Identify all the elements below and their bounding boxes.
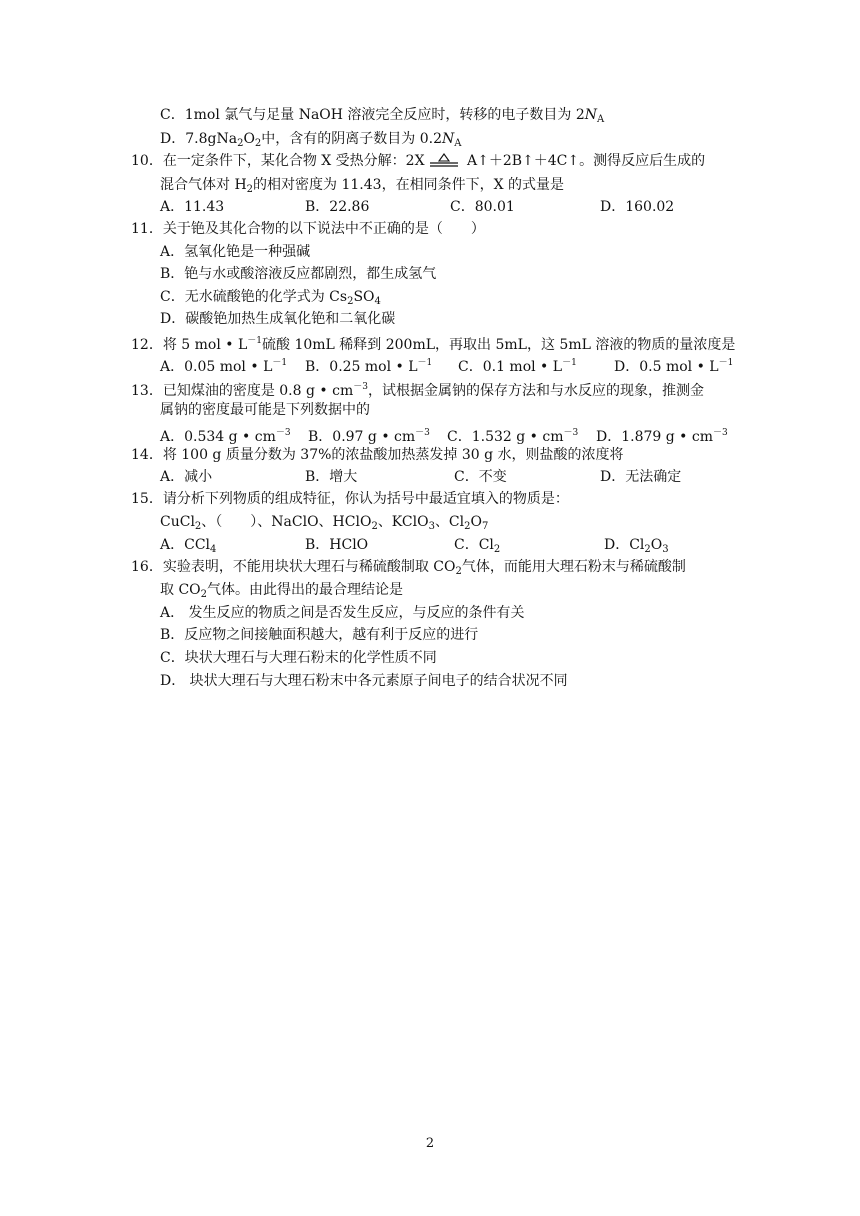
q11-c-text: C．无水硫酸铯的化学式为 Cs [160, 289, 348, 305]
q10-option-c: C．80.01 [450, 199, 515, 215]
q15-seq-part: 、（ ）、NaClO、HClO [201, 514, 372, 530]
q16-text: 取 CO [160, 582, 201, 598]
q13-option-a [160, 424, 291, 446]
q10-option-b: B．22.86 [305, 199, 370, 215]
q12-text: 硫酸 10mL 稀释到 200mL，再取出 5mL，这 5mL 溶液的物质的量浓度是 [262, 337, 736, 353]
avogadro-subscript: A [454, 138, 462, 149]
q15-seq-part: O [470, 514, 482, 530]
q14-option-d: D．无法确定 [600, 469, 682, 485]
q12-text: 12．将 5 mol • L [131, 337, 248, 353]
q12-option-d [614, 354, 733, 376]
subscript: 2 [237, 138, 244, 149]
q12-option-a [160, 354, 287, 376]
q9-option-d [160, 130, 462, 153]
heat-equals-icon [427, 152, 461, 170]
q15-seq-part: 、KClO [377, 514, 429, 530]
q11-c-text: SO [353, 289, 375, 305]
subscript: 7 [482, 521, 489, 532]
superscript: －1 [247, 336, 262, 346]
q11-option-c [160, 288, 381, 311]
q10-text: 的相对密度为 11.43，在相同条件下，X 的式量是 [253, 177, 564, 193]
subscript: 2 [455, 566, 462, 577]
q13-option-d [596, 424, 728, 446]
avogadro-symbol: N [584, 107, 598, 123]
q12-stem [131, 332, 735, 354]
q16-option-b: B．反应物之间接触面积越大，越有利于反应的进行 [160, 627, 479, 643]
superscript: －1 [272, 358, 288, 368]
subscript: 2 [200, 589, 208, 600]
q15-a-text: A．CCl [160, 537, 211, 553]
q12-b-text: B．0.25 mol • L [305, 359, 418, 375]
q14-option-a: A．减小 [160, 469, 213, 485]
q14-option-b: B．增大 [305, 469, 358, 485]
q12-c-text: C．0.1 mol • L [458, 359, 563, 375]
q10-text: A↑＋2B↑＋4C↑。测得反应后生成的 [462, 153, 706, 169]
avogadro-symbol: N [442, 131, 455, 147]
avogadro-subscript: A [597, 114, 605, 125]
q13-stem-line1 [131, 378, 704, 400]
q15-d-text: O [650, 537, 663, 553]
q15-stem: 15．请分析下列物质的组成特征，你认为括号中最适宜填入的物质是： [131, 491, 569, 507]
q15-option-b: B．HClO [305, 537, 369, 553]
q13-option-c [447, 424, 578, 446]
subscript: 2 [493, 544, 501, 555]
subscript: 2 [464, 521, 471, 532]
q12-option-c [458, 354, 577, 376]
q13-c-text: C．1.532 g • cm [447, 429, 564, 445]
q13-text: ，试根据金属钠的保存方法和与水反应的现象，推测金 [367, 383, 704, 399]
q14-stem: 14．将 100 g 质量分数为 37%的浓盐酸加热蒸发掉 30 g 水，则盐酸的浓度将 [131, 447, 624, 463]
q13-stem-line2: 属钠的密度最可能是下列数据中的 [160, 402, 370, 418]
q15-d-text: D．Cl [604, 537, 645, 553]
q15-option-d [604, 536, 669, 559]
superscript: －1 [417, 358, 433, 368]
subscript: 3 [662, 544, 669, 555]
q15-option-c [454, 536, 500, 559]
q10-stem-line2 [160, 176, 564, 199]
subscript: 2 [371, 521, 378, 532]
subscript: 4 [210, 544, 217, 555]
subscript: 2 [194, 521, 202, 532]
q15-sequence [160, 513, 488, 536]
q9-option-c [160, 106, 604, 129]
q13-d-text: D．1.879 g • cm [596, 429, 713, 445]
q16-text: 气体。由此得出的最合理结论是 [207, 582, 404, 598]
q10-option-a: A．11.43 [160, 199, 225, 215]
q11-option-d: D．碳酸铯加热生成氧化铯和二氧化碳 [160, 311, 396, 327]
q16-stem-line1 [131, 558, 686, 581]
q16-option-d: D． 块状大理石与大理石粉末中各元素原子间电子的结合状况不同 [160, 673, 568, 689]
q9-d-part: O [243, 131, 255, 147]
q13-option-b [308, 424, 430, 446]
q12-a-text: A．0.05 mol • L [160, 359, 273, 375]
q15-seq-part: CuCl [160, 514, 195, 530]
page-number: 2 [425, 1136, 435, 1151]
subscript: 4 [374, 296, 381, 307]
subscript: 2 [246, 184, 254, 195]
q16-option-a: A． 发生反应的物质之间是否发生反应，与反应的条件有关 [160, 605, 525, 621]
subscript: 2 [347, 296, 354, 307]
q15-option-a [160, 536, 216, 559]
q11-option-a: A．氢氧化铯是一种强碱 [160, 244, 311, 260]
subscript: 3 [428, 521, 435, 532]
q11-option-b: B．铯与水或酸溶液反应都剧烈，都生成氢气 [160, 266, 437, 282]
superscript: －3 [353, 382, 368, 392]
q16-text: 16．实验表明，不能用块状大理石与稀硫酸制取 CO [131, 559, 456, 575]
superscript: －3 [415, 428, 430, 438]
q15-c-text: C．Cl [454, 537, 494, 553]
q9-c-text: C．1mol 氯气与足量 NaOH 溶液完全反应时，转移的电子数目为 2 [160, 107, 585, 123]
q10-text: 混合气体对 H [160, 177, 247, 193]
q10-stem-line1 [131, 152, 705, 170]
superscript: －1 [562, 358, 577, 368]
q16-option-c: C．块状大理石与大理石粉末的化学性质不同 [160, 650, 437, 666]
q15-seq-part: 、Cl [434, 514, 465, 530]
q11-stem: 11．关于铯及其化合物的以下说法中不正确的是（ ） [131, 221, 485, 237]
superscript: －3 [713, 428, 728, 438]
q12-d-text: D．0.5 mol • L [614, 359, 719, 375]
q10-text: 10．在一定条件下，某化合物 X 受热分解：2X [131, 153, 425, 169]
q10-option-d: D．160.02 [600, 199, 675, 215]
q14-option-c: C．不变 [454, 469, 507, 485]
superscript: －1 [718, 358, 734, 368]
subscript: 2 [254, 138, 262, 149]
q13-a-text: A．0.534 g • cm [160, 429, 276, 445]
q16-stem-line2 [160, 581, 403, 604]
q9-d-part: D．7.8gNa [160, 131, 238, 147]
q13-b-text: B．0.97 g • cm [308, 429, 416, 445]
superscript: －3 [275, 428, 291, 438]
q12-option-b [305, 354, 432, 376]
q16-text: 气体，而能用大理石粉末与稀硫酸制 [461, 559, 686, 575]
superscript: －3 [563, 428, 579, 438]
q13-text: 13．已知煤油的密度是 0.8 g • cm [131, 383, 354, 399]
subscript: 2 [644, 544, 651, 555]
q9-d-part: 中，含有的阴离子数目为 0.2 [261, 131, 443, 147]
